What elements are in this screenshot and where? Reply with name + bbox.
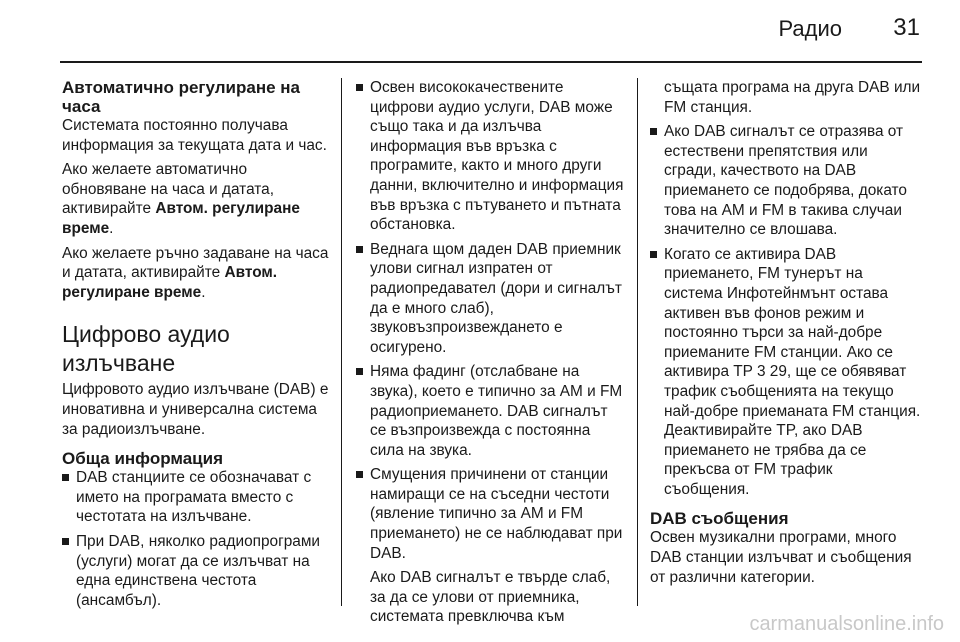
column-divider-2 [637, 78, 638, 606]
paragraph-manual-clock [62, 244, 330, 303]
list-item-continuation: Ако DAB сигналът е твърде слаб, за да се улови от приемника, системата превключва към [370, 569, 611, 626]
page-header [0, 0, 960, 62]
text: . [201, 283, 206, 301]
list-item [650, 245, 922, 500]
menu-item-name: Автом. регулиране време [62, 264, 278, 301]
heading-auto-clock: Автоматично регулиране на часа [62, 78, 300, 116]
paragraph-auto-clock [62, 160, 330, 238]
paragraph-clock-info: Системата постоянно получава информация за текущата дата и час. [62, 117, 327, 154]
list-item: При DAB, няколко радиопрограми (услуги) могат да се излъчват на една единствена честота (ансамбъл). [62, 532, 330, 610]
list-item-continuation: същата програма на друга DAB или FM станция. [664, 79, 921, 116]
heading-dab-announcements: DAB съобщения [650, 509, 789, 529]
list-item: Ако DAB сигналът се отразява от естествени препятствия или сгради, качеството на DAB приемането се подобрява, докато това на AM и FM в такива случаи значително се влошава. [650, 122, 922, 240]
heading-general-info: Обща информация [62, 449, 223, 469]
heading-dab: Цифрово аудио излъчване [62, 321, 230, 377]
page-reference: 3 29 [756, 363, 787, 381]
header-divider [60, 61, 922, 63]
column-2 [356, 78, 626, 632]
column-1 [62, 78, 330, 615]
list-item: Смущения причинени от станции намиращи се на съседни честоти (явление типично за AM и FM приемането) не се наблюдават при DAB. [356, 465, 626, 563]
text: Когато се активира DAB приемането, FM тунерът на система Инфотейнмънт остава активен във фонов режим и постоянно търси за най-добре приеманите FM станции. Ако се активира TP [664, 245, 893, 381]
list-item: Веднага щом даден DAB приемник улови сигнал изпратен от радиопредавател (дори и сигналът да е много слаб), звуковъзпроизвеждането е осигурено. [356, 240, 626, 358]
text: , ще се обявяват трафик съобщенията на текущо най-добре приеманата FM станция. Деактивирайте TP, ако DAB приемането не трябва да се прекъсва от FM трафик съобщения. [664, 363, 921, 498]
header-title: Радио [778, 16, 842, 41]
column-3 [650, 78, 922, 592]
watermark: carmanualsonline.info [749, 613, 944, 635]
paragraph-dab-announcements: Освен музикални програми, много DAB станции излъчват и съобщения от различни категории. [650, 529, 912, 586]
column-divider-1 [341, 78, 342, 606]
page-number: 31 [893, 14, 920, 41]
list-item: Освен висококачествените цифрови аудио услуги, DAB може също така и да излъчва информация във връзка с програмите, както и много други данни, включително и информация във връзка с пътуването и пътната обстановка. [356, 78, 626, 235]
list-item: Няма фадинг (отслабване на звука), което е типично за AM и FM радиоприемането. DAB сигналът се възпроизвежда с постоянна сила на звука. [356, 362, 626, 460]
paragraph-dab-intro: Цифровото аудио излъчване (DAB) е иновативна и универсална система за радиоизлъчване. [62, 381, 329, 438]
text: . [109, 219, 114, 237]
text: Ако желаете автоматично обновяване на часа и датата, активирайте [62, 161, 274, 218]
menu-item-name: Автом. регулиране време [62, 200, 300, 237]
text: Ако желаете ръчно задаване на часа и датата, активирайте [62, 244, 329, 282]
list-item: DAB станциите се обозначават с името на програмата вместо с честотата на излъчване. [62, 468, 330, 527]
